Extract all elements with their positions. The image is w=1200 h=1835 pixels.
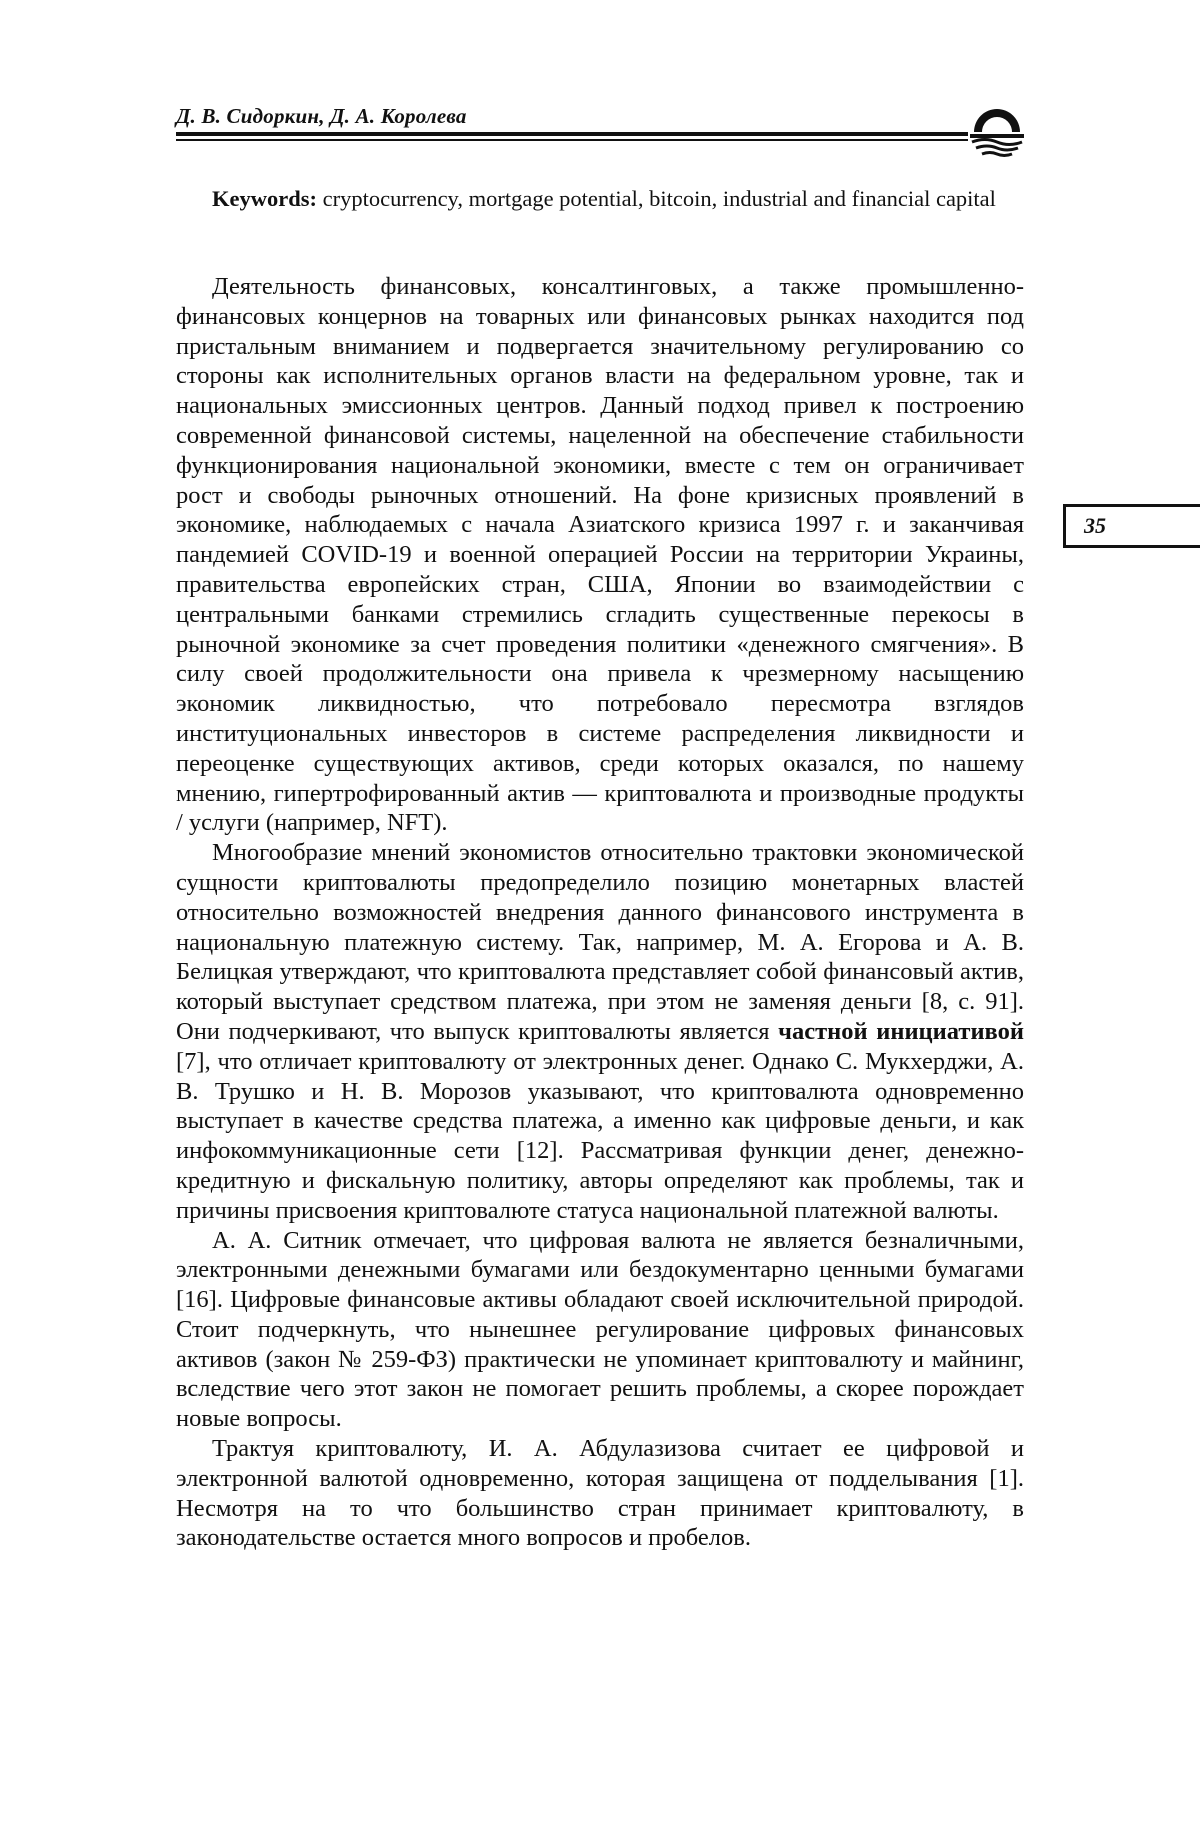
journal-emblem-icon: [968, 106, 1026, 162]
article-body: [176, 272, 1024, 1553]
page-number: 35: [1084, 513, 1106, 538]
paragraph-2: [176, 838, 1024, 1225]
paragraph-2-text-before: Многообразие мнений экономистов относительно трактовки экономической сущности криптовалюты предопределило позицию монетарных властей относительно возможностей внедрения данного финансового инструмента в национальную платежную систему. Так, например, М. А. Егорова и А. В. Белицкая утверждают, что криптовалюта представляет собой финансовый актив, который выступает средством платежа, при этом не заменяя деньги [8, с. 91]. Они подчеркивают, что выпуск криптовалюты является: [176, 839, 1024, 1045]
page-number-box: [1063, 504, 1200, 548]
paragraph-3: А. А. Ситник отмечает, что цифровая валюта не является безналичными, электронными денежными бумагами или бездокументарно ценными бумагами [16]. Цифровые финансовые активы обладают своей исключительной природой. Стоит подчеркнуть, что нынешнее регулирование цифровых финансовых активов (закон № 259-ФЗ) практически не упоминает криптовалюту и майнинг, вследствие чего этот закон не помогает решить проблемы, а скорее порождает новые вопросы.: [176, 1226, 1024, 1433]
keywords: [176, 184, 1024, 213]
paragraph-4: Трактуя криптовалюту, И. А. Абдулазизова считает ее цифровой и электронной валютой одновременно, которая защищена от подделывания [1]. Несмотря на то что большинство стран принимает криптовалюту, в законодательстве остается много вопросов и пробелов.: [176, 1435, 1024, 1552]
header-rule: [176, 132, 968, 136]
paragraph-1: Деятельность финансовых, консалтинговых, а также промышленно-финансовых концернов на товарных или финансовых рынках находится под пристальным вниманием и подвергается значительному регулированию со стороны как исполнительных органов власти на федеральном уровне, так и национальных эмиссионных центров. Данный подход привел к построению современной финансовой системы, нацеленной на обеспечение стабильности функционирования национальной экономики, вместе с тем он ограничивает рост и свободы рыночных отношений. На фоне кризисных проявлений в экономике, наблюдаемых с начала Азиатского кризиса 1997 г. и заканчивая пандемией COVID-19 и военной операцией России на территории Украины, правительства европейских стран, США, Японии во взаимодействии с центральными банками стремились сгладить существенные перекосы в рыночной экономике за счет проведения политики «денежного смягчения». В силу своей продолжительности она привела к чрезмерному насыщению экономик ликвидностью, что потребовало пересмотра взглядов институциональных инвесторов в системе распределения ликвидности и переоценке существующих активов, среди которых оказался, по нашему мнению, гипертрофированный актив — криптовалюта и производные продукты / услуги (например, NFT).: [176, 273, 1024, 837]
header-rule-thin: [176, 139, 968, 141]
paragraph-2-text-after: [7], что отличает криптовалюту от электронных денег. Однако С. Мукхерджи, А. В. Трушко и Н. В. Морозов указывают, что криптовалюта одновременно выступает в качестве средства платежа, а именно как цифровые деньги, и как инфокоммуникационные сети [12]. Рассматривая функции денег, денежно-кредитную и фискальную политику, авторы определяют как проблемы, так и причины присвоения криптовалюте статуса национальной платежной валюты.: [176, 1047, 1024, 1224]
paragraph-2-emphasis: частной инициативой: [778, 1017, 1024, 1045]
keywords-label: Keywords:: [212, 186, 317, 211]
running-head: Д. В. Сидоркин, Д. А. Королева: [176, 104, 467, 128]
keywords-text: cryptocurrency, mortgage potential, bitcoin, industrial and financial capital: [317, 186, 996, 211]
